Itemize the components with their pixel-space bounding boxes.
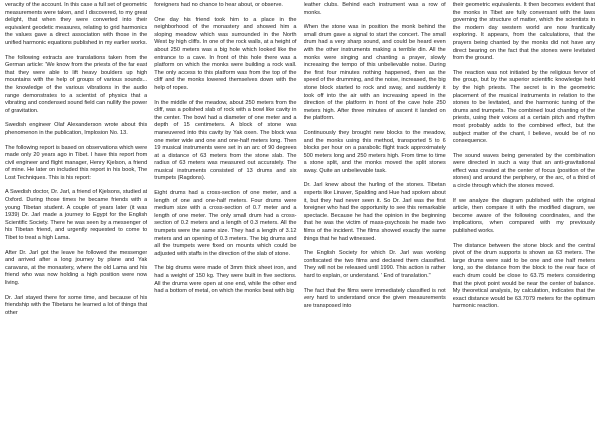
paragraph: The big drums were made of 3mm thick sheet iron, and had a weight of 150 kg. They were built in five sections. All the drums were open at one end, while the other end had a bottom of metal, on which the monks beat with big [154, 265, 297, 295]
paragraph: Swedish engineer Olaf Alexanderson wrote about this phenomenon in the publication, Implosion No. 13. [5, 122, 148, 136]
paragraph: The fact that the films were immediately classified is not very hard to understand once the given measurements are transposed into [303, 287, 446, 309]
text-column-1 [5, 2, 147, 424]
paragraph: After Dr. Jarl got the leave he followed the messenger and arrived after a long journey by plane and Yak caravans, at the monastery, where the old Lama and his friend who was now holding a high position were now living. [5, 249, 148, 286]
paragraph: The following extracts are translations taken from the German article: 'We know from the priests of the far east that they were able to lift heavy boulders up high mountains with the help of groups of various sounds... the knowledge of the various vibrations in the audio range demonstrates to a scientist of physics that a vibrating and condensed sound field can nullify the power of gravitation. [5, 54, 148, 114]
paragraph: The English Society for which Dr. Jarl was working confiscated the two films and declared them classified. They will not be released until 1990. This action is rather hard to explain, or understand. ' End of translation." [303, 250, 446, 279]
paragraph: The following report is based on observations which were made only 20 years ago in Tibet. I have this report from civil engineer and flight manager, Henry Kjelson, a friend of mine. He later on included this report in his book, The Lost Techniques. This is his report: [5, 144, 148, 181]
paragraph: The distance between the stone block and the central pivot of the drum supports is shown as 63 meters. The large drums were said to be one and one half meters long, so the distance from the block to the rear face of each drum could be close to 63.75 meters considering that the pivot point would be near the center of balance. My theoretical analysis, by calculation, indicates that the exact distance would be 63.7079 meters for the optimum harmonic reaction. [452, 242, 595, 310]
paragraph: Eight drums had a cross-section of one meter, and a length of one and one-half meters. Four drums were medium size with a cross-section of 0.7 meter and a length of one meter. The only small drum had a cross-section of 0.2 meters and a length of 0.3 meters. All the trumpets were the same size. They had a length of 3.12 meters and an opening of 0.3 meters. The big drums and all the trumpets were fixed on mounts which could be adjusted with staffs in the direction of the slab of stone. [154, 190, 297, 257]
paragraph: The sound waves being generated by the combination were directed in such a way that an anti-gravitational effect was created at the center of focus (position of the stones) and around the periphery, or the arc, of a third of a circle through which the stones moved. [452, 152, 595, 190]
paragraph: veracity of the account. In this case a full set of geometric measurements were taken, and I discovered, to my great delight, that when they were converted into their equivalent geodetic measures, relating to grid harmonics the values gave a direct association with those in the unified harmonic equations published in my earlier works. [5, 2, 148, 46]
text-column-4 [453, 2, 595, 424]
text-column-2 [154, 2, 296, 424]
paragraph: When the stone was in position the monk behind the small drum gave a signal to start the concert. The small drum had a very sharp sound, and could be heard even with the other instruments making a terrible din. All the monks were singing and chanting a prayer, slowly increasing the tempo of this unbelievable noise. During the first four minutes nothing happened, then as the speed of the drumming, and the noise, increased, the big stone block started to rock and sway, and suddenly it took off into the air with an increasing speed in the direction of the platform in front of the cave hole 250 meters high. After three minutes of ascent it landed on the platform. [303, 24, 446, 122]
paragraph: A Swedish doctor, Dr. Jarl, a friend of Kjelsons, studied at Oxford. During those times he became friends with a young Tibetan student. A couple of years later (it was 1939) Dr. Jarl made a journey to Egypt for the English Scientific Society. There he was seen by a messenger of his Tibetan friend, and urgently requested to come to Tibet to treat a high Lama. [5, 189, 148, 242]
text-column-3 [304, 2, 446, 424]
paragraph: Dr. Jarl knew about the hurling of the stones. Tibetan experts like Linaver, Spalding and Hue had spoken about it, but they had never seen it. So Dr. Jarl was the first foreigner who had the opportunity to see this remarkable spectacle. Because he had the opinion in the beginning that he was the victim of mass-psychosis he made two films of the incident. The films showed exactly the same things that he had witnessed. [303, 182, 446, 242]
paragraph: In the middle of the meadow, about 250 meters from the cliff, was a polished slab of rock with a bowl like cavity in the center. The bowl had a diameter of one meter and a depth of 15 centimeters. A block of stone was maneuvered into this cavity by Yak oxen. The block was one meter wide and one and one-half meters long. Then 19 musical instruments were set in an arc of 90 degrees at a distance of 63 meters from the stone slab. The radius of 63 meters was measured out accurately. The musical instruments consisted of 13 drums and six trumpets (Ragdons). [154, 99, 297, 182]
paragraph: If we analyze the diagram published with the original article, then compare it with the modified diagram, we become aware of the following coordinates, and the implications, when compared with my previously published works. [452, 197, 595, 235]
paragraph: Dr. Jarl stayed there for some time, and because of his friendship with the Tibetans he learned a lot of things that other [5, 294, 148, 316]
paragraph: The reaction was not initiated by the religious fervor of the group, but by the superior scientific knowledge held by the high priests. The secret is in the geometric placement of the musical instruments in relation to the stones to be levitated, and the harmonic tuning of the drums and trumpets. The combined loud chanting of the priests, using their voices at a certain pitch and rhythm most probably adds to the combined effect, but the subject matter of the chant, I believe, would be of no consequence. [452, 69, 595, 145]
paragraph: One day his friend took him to a place in the neighborhood of the monastery and showed him a sloping meadow which was surrounded in the North West by high cliffs. In one of the rock walls, at a height of about 250 meters was a big hole which looked like the entrance to a cave. In front of this hole there was a platform on which the monks were building a rock wall. The only access to this platform was from the top of the cliff and the monks lowered themselves down with the help of ropes. [154, 16, 297, 91]
paragraph: Continuously they brought new blocks to the meadow, and the monks using this method, transported 5 to 6 blocks per hour on a parabolic flight track approximately 500 meters long and 250 meters high. From time to time a stone split, and the monks moved the split stones away. Quite an unbelievable task. [303, 129, 446, 174]
paragraph: foreigners had no chance to hear about, or observe. [154, 2, 283, 8]
paragraph: their geometric equivalents. It then becomes evident that the monks in Tibet are fully conversant with the laws governing the structure of matter, which the scientists in the modern day western world are now frantically exploring. It appears, from the calculations, that the prayers being chanted by the monks did not have any direct bearing on the fact that the stones were levitated from the ground. [452, 2, 595, 62]
paragraph: leather clubs. Behind each instrument was a row of monks. [303, 2, 446, 16]
